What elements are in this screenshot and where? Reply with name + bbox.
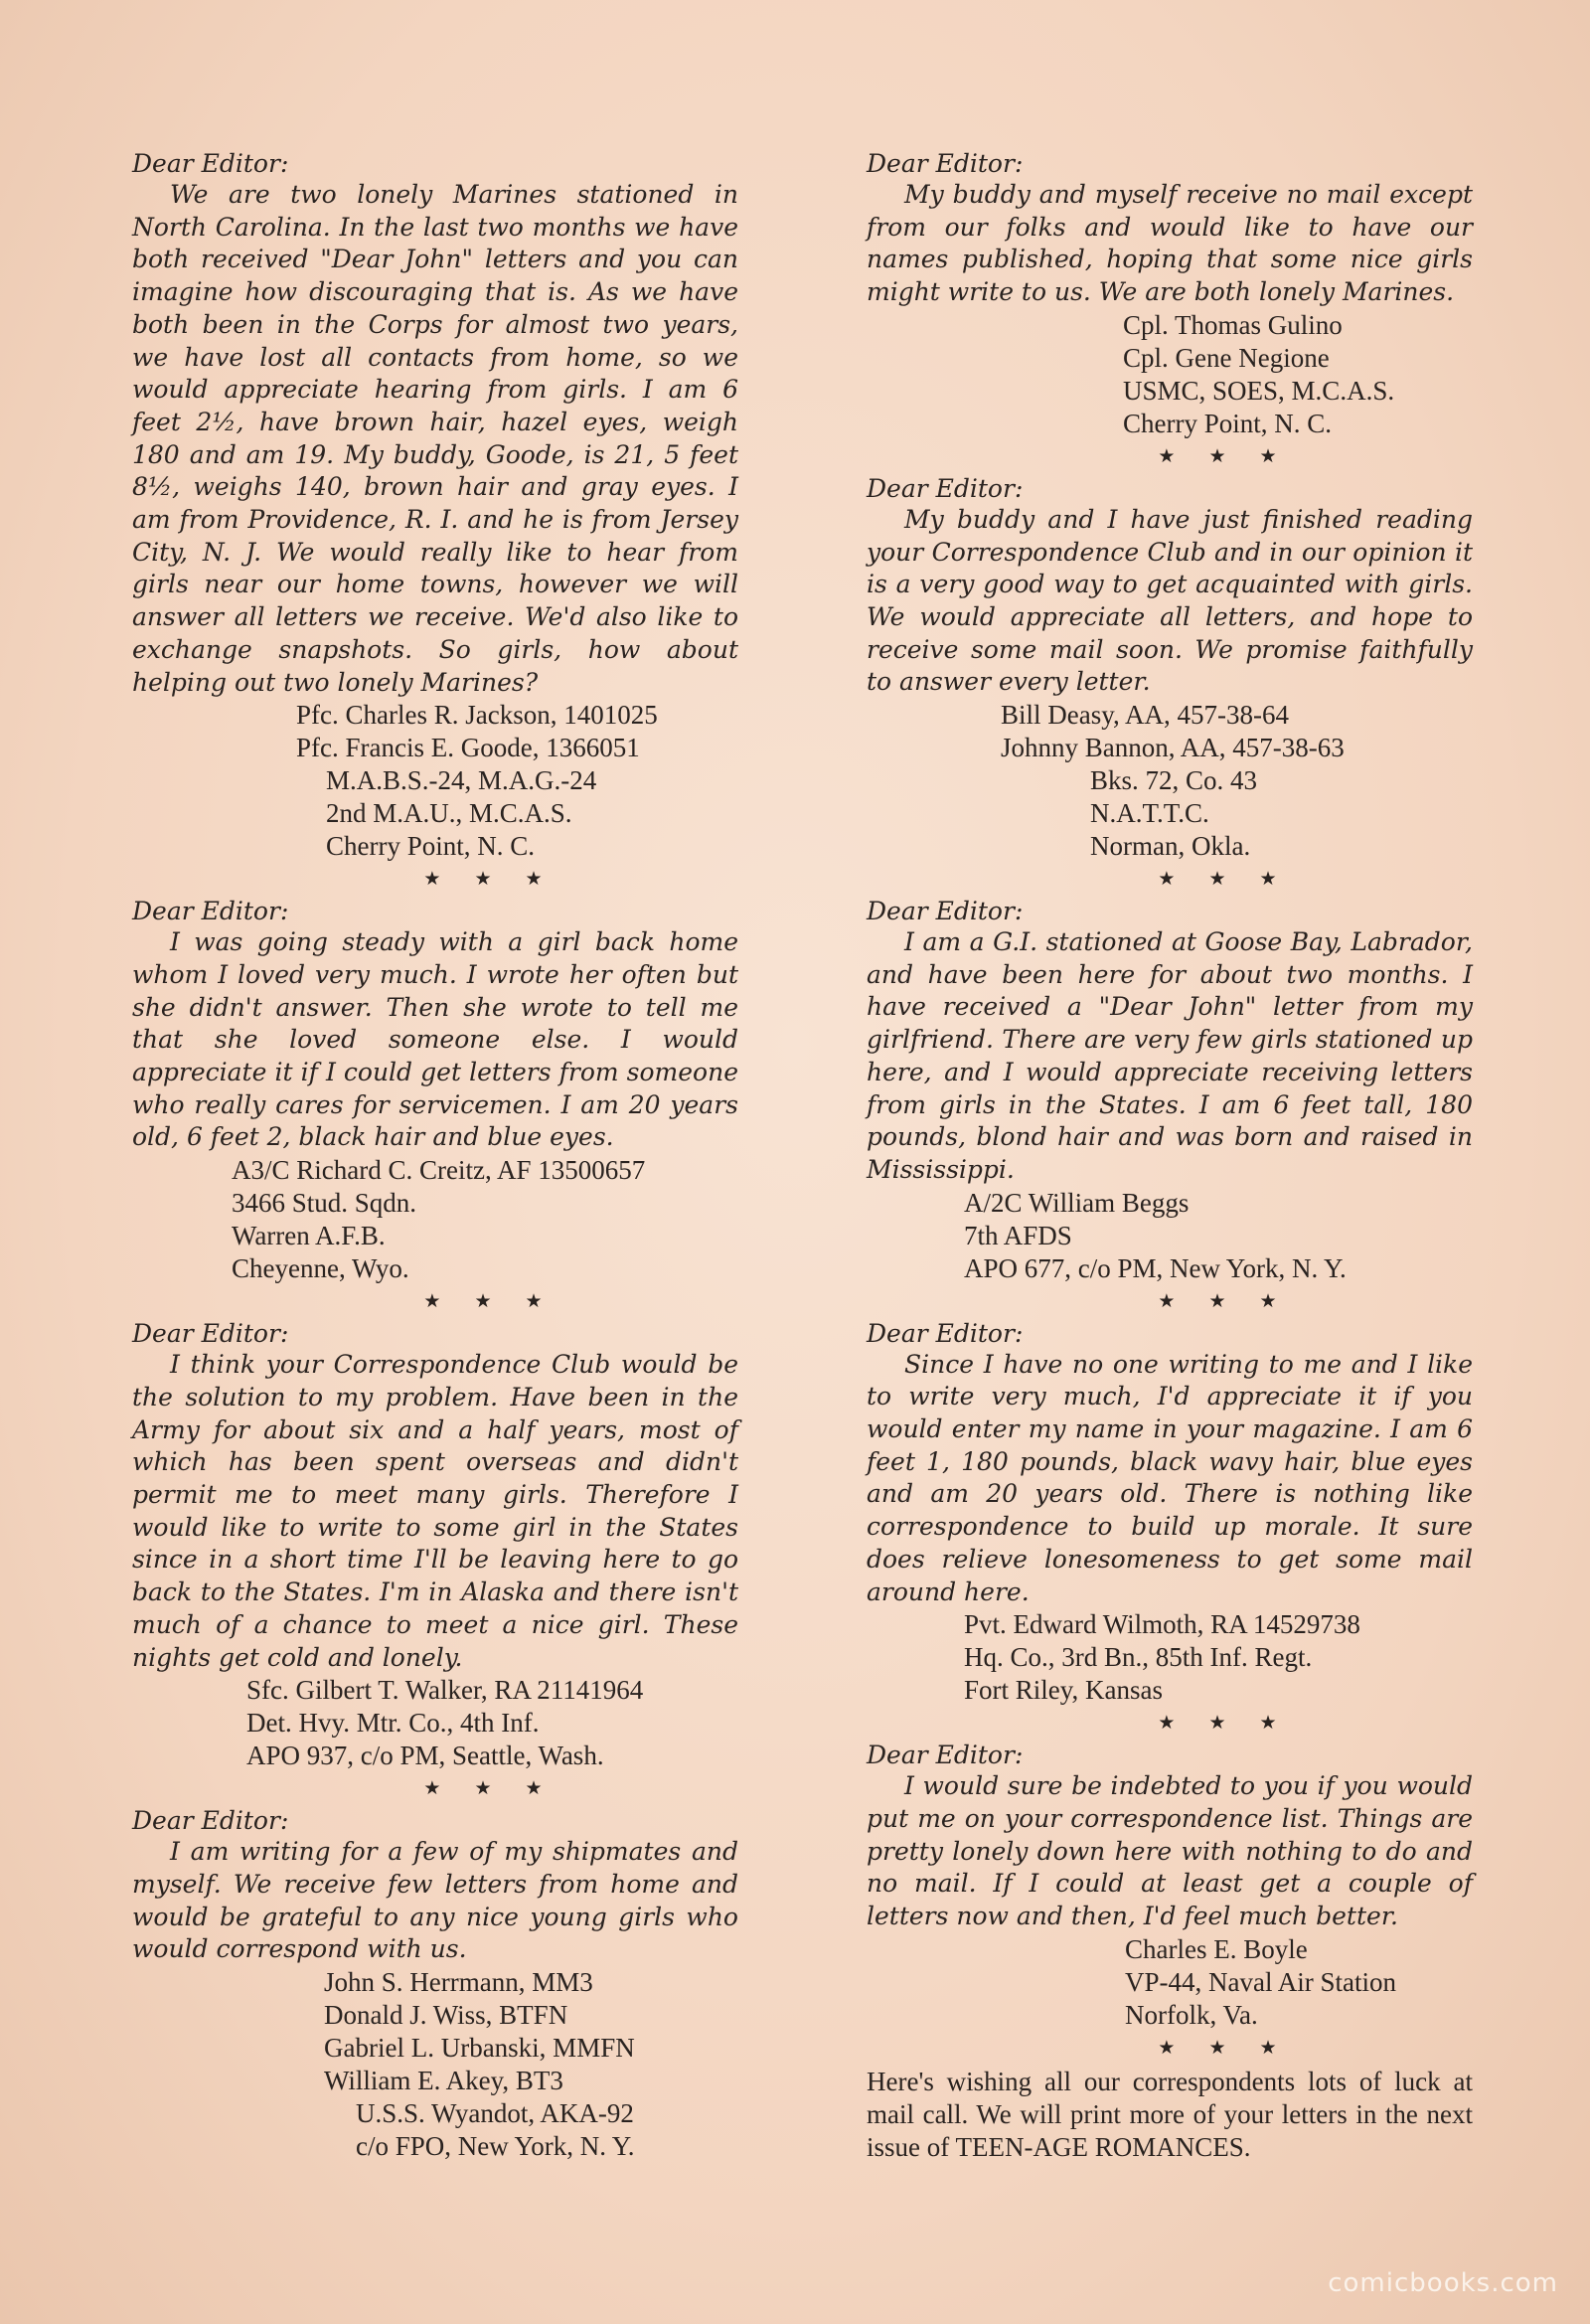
letter-salutation: Dear Editor: xyxy=(132,1319,289,1349)
letter-salutation: Dear Editor: xyxy=(867,897,1024,926)
letter-body: We are two lonely Marines stationed in North Carolina. In the last two months we have both received "Dear John" letters and you can imagine how discouraging that is. As we have both been in the Corps for almost two years, we have lost all contacts from home, so we would appreciate hearing from girls. I am 6 feet 2½, have brown hair, hazel eyes, weigh 180 and am 19. My buddy, Goode, is 21, 5 feet 8½, weighs 140, brown hair and gray eyes. I am from Providence, R. I. and he is from Jersey City, N. J. We would really like to hear from girls near our home towns, however we will answer all letters we receive. We'd also like to exchange snapshots. So girls, how about helping out two lonely Marines? xyxy=(132,180,738,697)
signature-line: Cherry Point, N. C. xyxy=(326,831,536,862)
signature-line: USMC, SOES, M.C.A.S. xyxy=(1123,375,1395,406)
signature-line: 7th AFDS xyxy=(964,1220,1072,1250)
signature-line: Bill Deasy, AA, 457-38-64 xyxy=(1001,700,1289,731)
separator-stars: ★ ★ ★ xyxy=(1158,444,1291,467)
letter-signature xyxy=(132,1154,738,1285)
signature-line: Cheyenne, Wyo. xyxy=(232,1253,409,1284)
signature-line: Gabriel L. Urbanski, MMFN xyxy=(324,2033,635,2064)
separator-stars: ★ ★ ★ xyxy=(423,1777,556,1800)
signature-line: APO 677, c/o PM, New York, N. Y. xyxy=(964,1252,1347,1283)
letter-signature xyxy=(867,699,1473,863)
letter-body: I was going steady with a girl back home whom I loved very much. I wrote her often but she didn't answer. Then she wrote to tell me that she loved someone else. I would appreciate it if I could get letters from someone who really cares for servicemen. I am 20 years old, 6 feet 2, black hair and blue eyes. xyxy=(132,927,738,1152)
signature-line: Norfolk, Va. xyxy=(1125,1999,1258,2030)
letter-body: Since I have no one writing to me and I like to write very much, I'd appreciate it if you would enter my name in your magazine. I am 6 feet 1, 180 pounds, black wavy hair, blue eyes and am 20 years old. There is nothing like correspondence to build up morale. It sure does relieve lonesomeness to get some mail around here. xyxy=(867,1349,1473,1606)
letter-signature xyxy=(867,309,1473,440)
signature-line: A3/C Richard C. Creitz, AF 13500657 xyxy=(232,1155,646,1186)
signature-line: Fort Riley, Kansas xyxy=(964,1675,1163,1706)
letter-body: I am writing for a few of my shipmates and myself. We receive few letters from home and would be grateful to any nice young girls who would correspond with us. xyxy=(132,1837,738,1964)
signature-line: Hq. Co., 3rd Bn., 85th Inf. Regt. xyxy=(964,1642,1313,1673)
separator-stars: ★ ★ ★ xyxy=(1158,1712,1291,1735)
signature-line: Pfc. Charles R. Jackson, 1401025 xyxy=(296,700,658,731)
closing-note: Here's wishing all our correspondents lots of luck at mail call. We will print more of your letters in the next issue of TEEN-AGE ROMANCES. xyxy=(867,2066,1473,2162)
signature-line: Sfc. Gilbert T. Walker, RA 21141964 xyxy=(246,1675,644,1706)
letter-salutation: Dear Editor: xyxy=(867,149,1024,178)
left-column xyxy=(132,149,738,2163)
letter-salutation: Dear Editor: xyxy=(867,1318,1024,1348)
separator-stars: ★ ★ ★ xyxy=(1158,868,1291,891)
signature-line: Charles E. Boyle xyxy=(1125,1933,1308,1964)
letter-signature xyxy=(867,1187,1473,1285)
letter-body: I think your Correspondence Club would be the solution to my problem. Have been in the Army for about six and a half years, most of which has been spent overseas and didn't permit me to meet many girls. Therefore I would like to write to some girl in the States since in a short time I'll be leaving here to go back to the States. I'm in Alaska and there isn't much of a chance to meet a nice girl. These nights get cold and lonely. xyxy=(132,1350,738,1672)
signature-line: VP-44, Naval Air Station xyxy=(1125,1966,1396,1997)
letter-5 xyxy=(867,149,1473,470)
right-column xyxy=(867,149,1473,2164)
signature-line: APO 937, c/o PM, Seattle, Wash. xyxy=(246,1741,604,1771)
separator-stars: ★ ★ ★ xyxy=(1158,1289,1291,1312)
letter-salutation: Dear Editor: xyxy=(132,149,289,178)
letter-signature xyxy=(867,1933,1473,2032)
signature-line: 2nd M.A.U., M.C.A.S. xyxy=(326,798,572,829)
letter-6 xyxy=(867,474,1473,893)
letter-9 xyxy=(867,1741,1473,2062)
signature-line: Norman, Okla. xyxy=(1090,831,1251,862)
signature-line: Cpl. Thomas Gulino xyxy=(1123,309,1343,340)
signature-line: M.A.B.S.-24, M.A.G.-24 xyxy=(326,765,597,796)
letter-signature xyxy=(132,699,738,863)
letter-2 xyxy=(132,897,738,1315)
signature-line: Pvt. Edward Wilmoth, RA 14529738 xyxy=(964,1609,1360,1640)
signature-line: Bks. 72, Co. 43 xyxy=(1090,765,1258,796)
separator-stars: ★ ★ ★ xyxy=(423,868,556,891)
signature-line: U.S.S. Wyandot, AKA-92 xyxy=(356,2098,634,2129)
letter-body: My buddy and myself receive no mail except from our folks and would like to have our names published, hoping that some nice girls might write to us. We are both lonely Marines. xyxy=(867,180,1473,307)
signature-line: Donald J. Wiss, BTFN xyxy=(324,2000,568,2031)
signature-line: Pfc. Francis E. Goode, 1366051 xyxy=(296,733,640,763)
letter-signature xyxy=(867,1608,1473,1707)
letter-body: I would sure be indebted to you if you would put me on your correspondence list. Things are pretty lonely down here with nothing to do and no mail. If I could at least get a couple of letters now and then, I'd feel much better. xyxy=(867,1771,1473,1931)
signature-line: c/o FPO, New York, N. Y. xyxy=(356,2131,635,2162)
signature-line: John S. Herrmann, MM3 xyxy=(324,1967,593,1998)
letter-signature xyxy=(132,1966,738,2163)
signature-line: Det. Hvy. Mtr. Co., 4th Inf. xyxy=(246,1708,540,1739)
signature-line: Johnny Bannon, AA, 457-38-63 xyxy=(1001,733,1345,763)
signature-line: A/2C William Beggs xyxy=(964,1187,1190,1218)
letter-1 xyxy=(132,149,738,893)
letter-salutation: Dear Editor: xyxy=(867,1741,1024,1770)
separator-stars: ★ ★ ★ xyxy=(1158,2036,1291,2059)
letter-salutation: Dear Editor: xyxy=(132,897,289,926)
letter-signature xyxy=(132,1674,738,1772)
signature-line: William E. Akey, BT3 xyxy=(324,2066,563,2096)
letter-4 xyxy=(132,1806,738,2163)
signature-line: Cherry Point, N. C. xyxy=(1123,408,1333,438)
letter-3 xyxy=(132,1319,738,1802)
signature-line: Cpl. Gene Negione xyxy=(1123,342,1330,373)
letter-body: My buddy and I have just finished reading your Correspondence Club and in our opinion it is a very good way to get acquainted with girls. We would appreciate all letters, and hope to receive some mail soon. We promise faithfully to answer every letter. xyxy=(867,504,1473,697)
separator-stars: ★ ★ ★ xyxy=(423,1290,556,1313)
letter-8 xyxy=(867,1319,1473,1738)
letter-7 xyxy=(867,897,1473,1315)
signature-line: Warren A.F.B. xyxy=(232,1221,386,1251)
letter-salutation: Dear Editor: xyxy=(132,1806,289,1836)
signature-line: 3466 Stud. Sqdn. xyxy=(232,1188,417,1219)
watermark-text: comicbooks.com xyxy=(1328,2268,1558,2298)
letter-salutation: Dear Editor: xyxy=(867,473,1024,503)
signature-line: N.A.T.T.C. xyxy=(1090,798,1209,829)
letter-body: I am a G.I. stationed at Goose Bay, Labrador, and have been here for about two months. I have received a "Dear John" letter from my girlfriend. There are very few girls stationed up here, and I would appreciate receiving letters from girls in the States. I am 6 feet tall, 180 pounds, blond hair and was born and raised in Mississippi. xyxy=(867,927,1473,1184)
